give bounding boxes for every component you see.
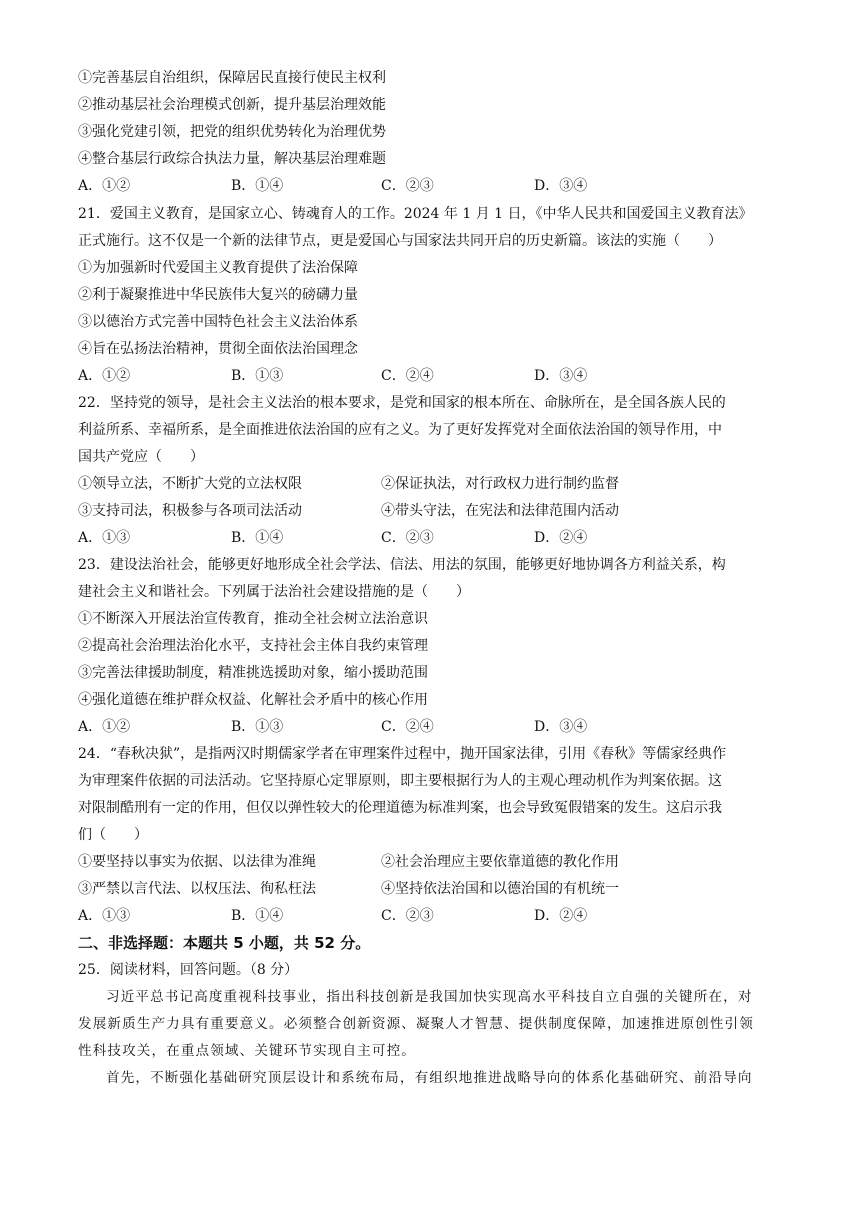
q25-stem: 25．阅读材料，回答问题。（8 分）	[78, 962, 299, 978]
q20-item-3: ③强化党建引领，把党的组织优势转化为治理优势	[78, 124, 386, 140]
q23-item-4: ④强化道德在维护群众权益、化解社会矛盾中的核心作用	[78, 692, 428, 708]
q24-option-b: B．①④	[231, 908, 284, 924]
q23-item-3: ③完善法律援助制度，精准挑选援助对象，缩小援助范围	[78, 665, 428, 681]
q24-option-c: C．②③	[381, 908, 434, 924]
q24-option-a: A．①③	[78, 908, 131, 924]
q25-para1-line-1: 习近平总书记高度重视科技事业，指出科技创新是我国加快实现高水平科技自立自强的关键所在，对	[106, 989, 753, 1005]
q24-stem-line-1: 24．“春秋决狱”，是指两汉时期儒家学者在审理案件过程中，抛开国家法律，引用《春秋》等儒家经典作	[78, 746, 727, 762]
q23-stem-line-2: 建社会主义和谐社会。下列属于法治社会建设措施的是（ ）	[78, 584, 470, 600]
q21-option-a: A．①②	[78, 368, 131, 384]
q20-item-1: ①完善基层自治组织，保障居民直接行使民主权利	[78, 70, 386, 86]
q23-option-b: B．①③	[231, 719, 284, 735]
q22-stem-line-1: 22．坚持党的领导，是社会主义法治的根本要求，是党和国家的根本所在、命脉所在，是全国各族人民的	[78, 395, 726, 411]
q22-stem-line-2: 利益所系、幸福所系，是全面推进依法治国的应有之义。为了更好发挥党对全面依法治国的领导作用，中	[78, 422, 722, 438]
q24-stem-line-4: 们（ ）	[78, 827, 148, 843]
q23-stem-line-1: 23．建设法治社会，能够更好地形成全社会学法、信法、用法的氛围，能够更好地协调各方利益关系，构	[78, 557, 726, 573]
q25-para2-line-1: 首先，不断强化基础研究顶层设计和系统布局，有组织地推进战略导向的体系化基础研究、前沿导向	[106, 1070, 753, 1086]
q21-stem-line-2: 正式施行。这不仅是一个新的法律节点，更是爱国心与国家法共同开启的历史新篇。该法的实施（ ）	[78, 233, 722, 249]
q22-option-c: C．②③	[381, 530, 434, 546]
q21-option-b: B．①③	[231, 368, 284, 384]
q23-item-1: ①不断深入开展法治宣传教育，推动全社会树立法治意识	[78, 611, 428, 627]
q24-stem-line-3: 对限制酷刑有一定的作用，但仅以弹性较大的伦理道德为标准判案，也会导致冤假错案的发生。这启示我	[78, 800, 722, 816]
q20-item-2: ②推动基层社会治理模式创新，提升基层治理效能	[78, 97, 386, 113]
q25-para1-line-3: 性科技攻关，在重点领域、关键环节实现自主可控。	[78, 1043, 416, 1059]
q22-stem-line-3: 国共产党应（ ）	[78, 449, 204, 465]
q24-item-4: ④坚持依法治国和以德治国的有机统一	[381, 881, 619, 897]
q22-item-4: ④带头守法，在宪法和法律范围内活动	[381, 503, 619, 519]
q22-item-3: ③支持司法，积极参与各项司法活动	[78, 503, 302, 519]
q24-stem-line-2: 为审理案件依据的司法活动。它坚持原心定罪原则，即主要根据行为人的主观心理动机作为判案依据。这	[78, 773, 722, 789]
q22-option-a: A．①③	[78, 530, 131, 546]
q23-option-d: D．③④	[534, 719, 588, 735]
q22-option-b: B．①④	[231, 530, 284, 546]
q21-option-c: C．②④	[381, 368, 434, 384]
q25-para1-line-2: 发展新质生产力具有重要意义。必须整合创新资源、凝聚人才智慧、提供制度保障，加速推进原创性引领	[78, 1016, 754, 1032]
q20-option-b: B．①④	[231, 178, 284, 194]
q24-option-d: D．②④	[534, 908, 588, 924]
q24-item-3: ③严禁以言代法、以权压法、徇私枉法	[78, 881, 316, 897]
q21-item-3: ③以德治方式完善中国特色社会主义法治体系	[78, 314, 358, 330]
q23-item-2: ②提高社会治理法治化水平，支持社会主体自我约束管理	[78, 638, 428, 654]
section-title: 二、非选择题：本题共 5 小题，共 52 分。	[78, 934, 371, 952]
q20-option-d: D．③④	[534, 178, 588, 194]
q23-option-c: C．②④	[381, 719, 434, 735]
q23-option-a: A．①②	[78, 719, 131, 735]
q24-item-2: ②社会治理应主要依靠道德的教化作用	[381, 854, 619, 870]
q20-item-4: ④整合基层行政综合执法力量，解决基层治理难题	[78, 151, 386, 167]
q20-option-a: A．①②	[78, 178, 131, 194]
q21-stem-line-1: 21．爱国主义教育，是国家立心、铸魂育人的工作。2024 年 1 月 1 日，《中华人民共和国爱国主义教育法》	[78, 206, 753, 222]
q21-item-1: ①为加强新时代爱国主义教育提供了法治保障	[78, 260, 358, 276]
q21-option-d: D．③④	[534, 368, 588, 384]
q20-option-c: C．②③	[381, 178, 434, 194]
q21-item-2: ②利于凝聚推进中华民族伟大复兴的磅礴力量	[78, 287, 358, 303]
q24-item-1: ①要坚持以事实为依据、以法律为准绳	[78, 854, 316, 870]
q21-item-4: ④旨在弘扬法治精神，贯彻全面依法治国理念	[78, 341, 358, 357]
q22-option-d: D．②④	[534, 530, 588, 546]
q22-item-1: ①领导立法，不断扩大党的立法权限	[78, 476, 302, 492]
q22-item-2: ②保证执法，对行政权力进行制约监督	[381, 476, 619, 492]
